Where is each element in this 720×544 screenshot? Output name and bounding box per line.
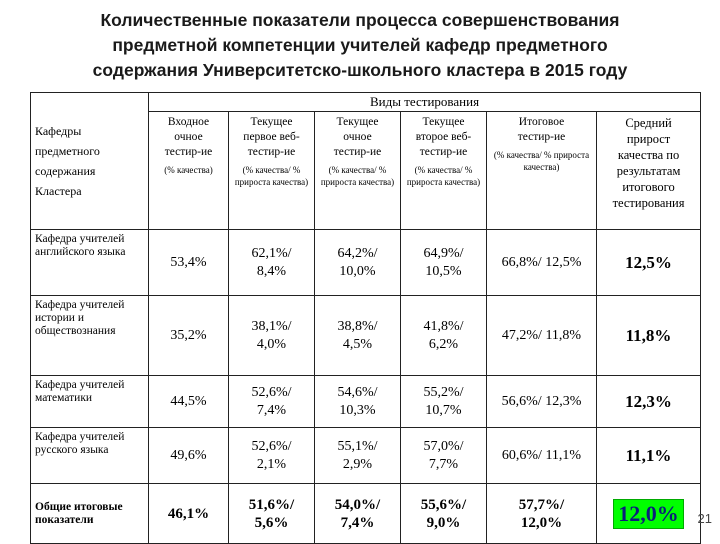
col-header-second-web-test <box>401 112 487 230</box>
cell-value <box>229 428 315 484</box>
slide-title <box>0 8 720 83</box>
cell-value <box>401 230 487 296</box>
col-header-line: тестир-ие <box>333 146 382 158</box>
title-line: предметной компетенции учителей кафедр предметного <box>112 35 608 55</box>
cell-value <box>401 296 487 376</box>
cell-value: 66,8%/ 12,5% <box>487 230 597 296</box>
dept-header-line: Кафедры <box>35 124 82 138</box>
col-header-final-test <box>487 112 597 230</box>
cell-line: 38,1%/ <box>251 318 292 334</box>
col-header-sub: (% качества/ % прироста качества) <box>493 150 590 172</box>
page-number: 21 <box>697 511 712 526</box>
col-header-line: Входное <box>167 116 210 128</box>
cell-value <box>229 230 315 296</box>
cell-average-growth: 12,3% <box>597 376 701 428</box>
cell-value: 47,2%/ 11,8% <box>487 296 597 376</box>
cell-average-growth <box>597 484 701 544</box>
col-header-line: тестирования <box>612 196 685 210</box>
cell-line: 10,5% <box>425 263 462 279</box>
dept-header-line: содержания <box>35 164 96 178</box>
col-header-line: тестир-ие <box>419 146 468 158</box>
col-header-line: итогового <box>622 180 675 194</box>
cell-line: 9,0% <box>426 514 461 531</box>
col-header-line: результатам <box>616 164 681 178</box>
cell-value <box>315 428 401 484</box>
table-row <box>31 230 701 296</box>
table-row <box>31 296 701 376</box>
cell-line: 57,0%/ <box>423 438 464 454</box>
title-line: содержания Университетско-школьного кластера в 2015 году <box>92 60 628 80</box>
row-dept-label: Кафедра учителей истории и обществознания <box>31 296 149 376</box>
cell-value: 56,6%/ 12,3% <box>487 376 597 428</box>
cell-line: 2,9% <box>342 456 373 472</box>
cell-value <box>315 230 401 296</box>
results-table <box>30 92 701 544</box>
cell-value <box>229 376 315 428</box>
col-header-sub: (% качества/ % прироста качества) <box>406 165 481 187</box>
col-header-line: Итоговое <box>518 116 565 128</box>
cell-line: 52,6%/ <box>251 438 292 454</box>
cell-line: 12,0% <box>520 514 563 531</box>
cell-line: 10,7% <box>425 402 462 418</box>
col-header-line: первое веб- <box>243 131 300 143</box>
col-header-line: прирост <box>626 132 671 146</box>
col-header-line: очное <box>174 131 203 143</box>
cell-value: 35,2% <box>149 296 229 376</box>
col-header-sub: (% качества/ % прироста качества) <box>320 165 395 187</box>
cell-line: 54,6%/ <box>337 384 378 400</box>
cell-line: 10,3% <box>339 402 376 418</box>
testing-types-header: Виды тестирования <box>149 93 701 112</box>
col-header-line: очное <box>343 131 372 143</box>
cell-value <box>315 296 401 376</box>
cell-value <box>401 428 487 484</box>
cell-line: 57,7%/ <box>518 496 565 513</box>
cell-line: 64,2%/ <box>337 245 378 261</box>
cell-value: 53,4% <box>149 230 229 296</box>
cell-line: 38,8%/ <box>337 318 378 334</box>
cell-line: 2,1% <box>256 456 287 472</box>
col-header-entry-test <box>149 112 229 230</box>
table-row <box>31 428 701 484</box>
row-dept-label: Кафедра учителей математики <box>31 376 149 428</box>
cell-value: 49,6% <box>149 428 229 484</box>
dept-column-header <box>31 93 149 230</box>
cell-value <box>315 376 401 428</box>
cell-line: 7,4% <box>340 514 375 531</box>
col-header-line: качества по <box>617 148 680 162</box>
cell-average-growth: 11,8% <box>597 296 701 376</box>
cell-line: 64,9%/ <box>423 245 464 261</box>
row-dept-label: Кафедра учителей английского языка <box>31 230 149 296</box>
cell-line: 4,0% <box>256 336 287 352</box>
cell-value: 60,6%/ 11,1% <box>487 428 597 484</box>
cell-line: 55,2%/ <box>423 384 464 400</box>
cell-line: 7,4% <box>256 402 287 418</box>
cell-line: 54,0%/ <box>334 496 381 513</box>
cell-value: 44,5% <box>149 376 229 428</box>
dept-header-line: Кластера <box>35 184 82 198</box>
title-line: Количественные показатели процесса совершенствования <box>100 10 620 30</box>
row-dept-label: Общие итоговые показатели <box>31 484 149 544</box>
col-header-line: Текущее <box>250 116 293 128</box>
cell-line: 7,7% <box>428 456 459 472</box>
col-header-line: второе веб- <box>415 131 472 143</box>
cell-average-growth: 11,1% <box>597 428 701 484</box>
col-header-sub: (% качества) <box>164 165 213 175</box>
cell-value <box>315 484 401 544</box>
col-header-first-web-test <box>229 112 315 230</box>
cell-line: 41,8%/ <box>423 318 464 334</box>
col-header-line: тестир-ие <box>517 131 566 143</box>
col-header-average-growth <box>597 112 701 230</box>
cell-average-growth: 12,5% <box>597 230 701 296</box>
cell-line: 55,1%/ <box>337 438 378 454</box>
cell-line: 52,6%/ <box>251 384 292 400</box>
cell-value <box>229 484 315 544</box>
cell-line: 5,6% <box>254 514 289 531</box>
cell-line: 4,5% <box>342 336 373 352</box>
col-header-line: Текущее <box>422 116 465 128</box>
cell-line: 62,1%/ <box>251 245 292 261</box>
dept-header-line: предметного <box>35 144 100 158</box>
col-header-line: Текущее <box>336 116 379 128</box>
cell-value <box>401 376 487 428</box>
cell-line: 6,2% <box>428 336 459 352</box>
col-header-inperson-test <box>315 112 401 230</box>
cell-line: 10,0% <box>339 263 376 279</box>
table-row <box>31 376 701 428</box>
col-header-sub: (% качества/ % прироста качества) <box>234 165 309 187</box>
col-header-line: тестир-ие <box>164 146 213 158</box>
cell-value <box>229 296 315 376</box>
row-dept-label: Кафедра учителей русского языка <box>31 428 149 484</box>
cell-value <box>401 484 487 544</box>
highlighted-total: 12,0% <box>613 499 684 529</box>
cell-line: 8,4% <box>256 263 287 279</box>
cell-line: 51,6%/ <box>248 496 295 513</box>
cell-value: 46,1% <box>149 484 229 544</box>
col-header-line: тестир-ие <box>247 146 296 158</box>
col-header-line: Средний <box>625 116 672 130</box>
cell-value <box>487 484 597 544</box>
cell-line: 55,6%/ <box>420 496 467 513</box>
table-row-totals <box>31 484 701 544</box>
